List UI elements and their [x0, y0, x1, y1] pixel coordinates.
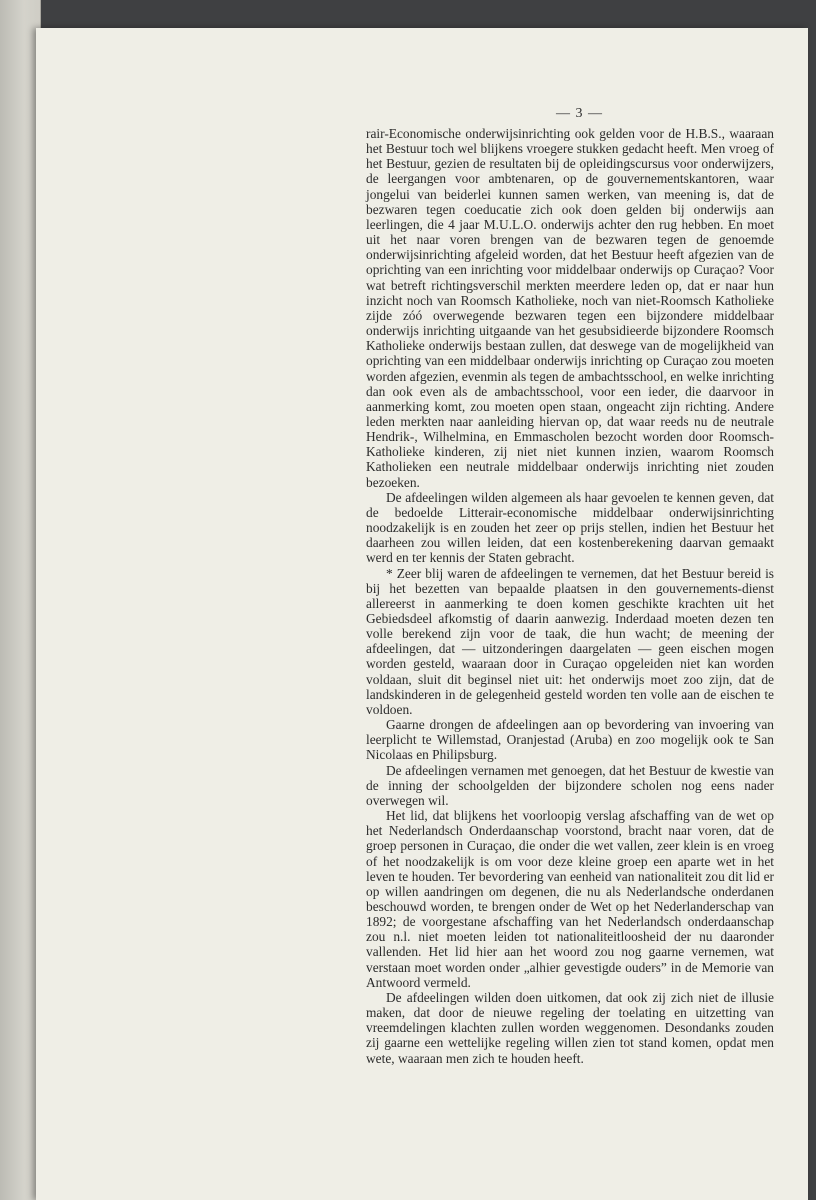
- paragraph-4: Gaarne drongen de afdeelingen aan op bevordering van invoering van leerplicht te Willemstad, Oranjestad (Aruba) en zoo mogelijk ook te San Nicolaas en Philipsburg.: [366, 717, 774, 763]
- page-number: — 3 —: [556, 106, 603, 121]
- paragraph-7: De afdeelingen wilden doen uitkomen, dat ook zij zich niet de illusie maken, dat door de nieuwe regeling der toelating en uitzetting van vreemdelingen klachten zullen worden weggenomen. Desondanks zouden zij gaarne een wettelijke regeling willen zien tot stand komen, opdat men wete, waaraan men zich te houden heeft.: [366, 989, 774, 1066]
- paragraph-1: rair-Economische onderwijsinrichting ook gelden voor de H.B.S., waaraan het Bestuur toch wel blijkens vroegere stukken gedacht heeft. Men vroeg of het Bestuur, gezien de resultaten bij de opleidingscursus voor onderwijzers, de leergangen voor ambtenaren, op de gouvernementskantoren, waar jongelui van beiderlei kunnen samen werken, van meening is, dat de bezwaren tegen coeducatie zich ook doen gelden bij onderwijs aan leerlingen, die 4 jaar M.U.L.O. onderwijs achter den rug hebben. En moet uit het naar voren brengen van de bezwaren tegen de genoemde onderwijsinrichting afgeleid worden, dat het Bestuur heeft afgezien van de oprichting van een inrichting voor middelbaar onderwijs op Curaçao? Voor wat betreft richtingsverschil merkten meerdere leden op, dat er naar hun inzicht noch van Roomsch Katholieke, noch van niet-Roomsch Katholieke zijde zóó overwegende bezwaren tegen een bijzondere middelbaar onderwijs inrichting uitgaande van het gesubsidieerde bijzondere Roomsch Katholieke onderwijs bestaan zullen, dat deswege van de mogelijkheid van oprichting van een middelbaar onderwijs inrichting op Curaçao zou moeten worden afgezien, evenmin als tegen de ambachtsschool, en welke inrichting dan ook even als de ambachtsschool, voor een ieder, die daarvoor in aanmerking komt, zou moeten open staan, ongeacht zijn richting. Andere leden merkten naar aanleiding hiervan op, dat waar reeds nu de neutrale Hendrik-, Wilhelmina, en Emmascholen bezocht worden door Roomsch-Katholieke kinderen, zij niet niet kunnen inzien, waarom Roomsch Katholieken een neutrale middelbaar onderwijs inrichting niet zouden bezoeken.: [366, 126, 774, 490]
- document-page: [36, 28, 808, 1200]
- adjacent-page-edge: [0, 0, 41, 1200]
- body-text: [366, 126, 774, 1066]
- paragraph-5: De afdeelingen vernamen met genoegen, dat het Bestuur de kwestie van de inning der schoolgelden der bijzondere scholen nog eens nader overwegen wil.: [366, 762, 774, 808]
- paragraph-3: * Zeer blij waren de afdeelingen te vernemen, dat het Bestuur bereid is bij het bezetten van bepaalde plaatsen in den gouvernements-dienst allereerst in aanmerking te doen komen geschikte krachten uit het Gebiedsdeel afkomstig of daarin aanwezig. Inderdaad moeten dezen ten volle berekend zijn voor de taak, die hun wacht; de meening der afdeelingen, dat — uitzonderingen daargelaten — geen eischen mogen worden gesteld, waaraan door in Curaçao opgeleiden niet kan worden voldaan, sluit dit beginsel niet uit: het onderwijs moet zoo zijn, dat de landskinderen in de gelegenheid gesteld worden ten volle aan de eischen te voldoen.: [366, 565, 774, 717]
- paragraph-6: Het lid, dat blijkens het voorloopig verslag afschaffing van de wet op het Nederlandsch Onderdaanschap voorstond, bracht naar voren, dat de groep personen in Curaçao, die onder die wet vallen, zeer klein is en vroeg of het noodzakelijk is om voor deze kleine groep een aparte wet in het leven te houden. Ter bevordering van eenheid van nationaliteit zou dit lid er op willen aandringen om degenen, die nu als Nederlandsche onderdanen beschouwd worden, te brengen onder de Wet op het Nederlanderschap van 1892; de voorgestane afschaffing van het Nederlandsch onderdaanschap zou n.l. niet moeten leiden tot nationaliteitloosheid der nu daaronder vallenden. Het lid hier aan het woord zou nog gaarne vernemen, wat verstaan moet worden onder „alhier gevestigde ouders” in de Memorie van Antwoord vermeld.: [366, 808, 774, 990]
- paragraph-2: De afdeelingen wilden algemeen als haar gevoelen te kennen geven, dat de bedoelde Litterair-economische middelbaar onderwijsinrichting noodzakelijk is en zouden het zeer op prijs stellen, indien het Bestuur het daarheen zou willen leiden, dat een kostenberekening daarvan gemaakt werd en ter kennis der Staten gebracht.: [366, 489, 774, 566]
